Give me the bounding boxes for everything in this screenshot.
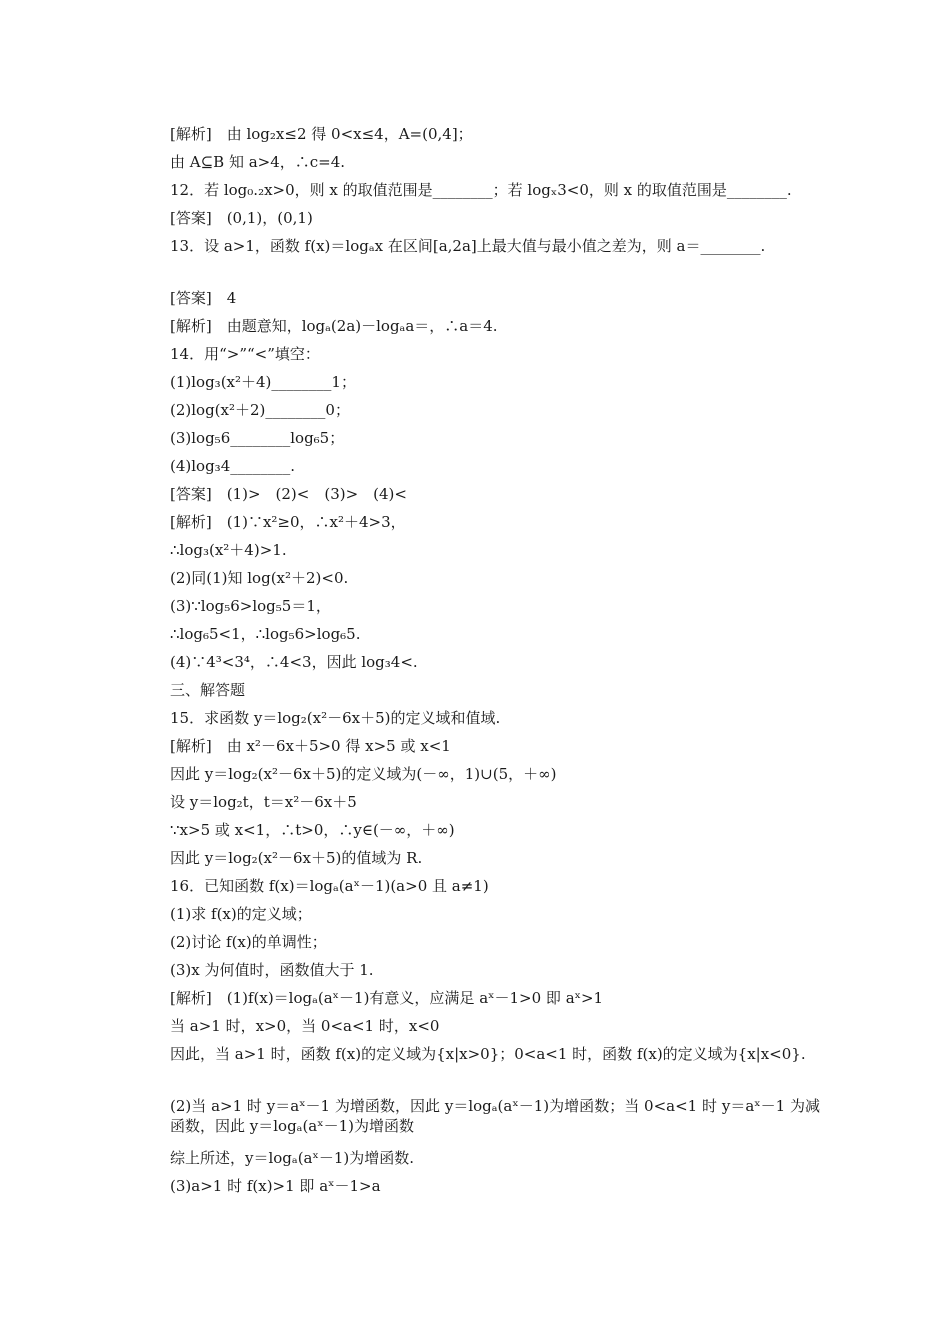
text-line: [答案] 4 xyxy=(170,289,237,307)
text-line: ∴log₆5<1，∴log₅6>log₆5. xyxy=(170,625,361,643)
text-line: 由 A⊆B 知 a>4，∴c=4. xyxy=(170,153,346,171)
text-line: ∵x>5 或 x<1，∴t>0，∴y∈(－∞，＋∞) xyxy=(170,821,455,839)
text-line: (4)∵4³<3⁴，∴4<3，因此 log₃4<. xyxy=(170,653,418,671)
text-line: (4)log₃4________. xyxy=(170,457,296,475)
text-line: [答案] (1)> (2)< (3)> (4)< xyxy=(170,485,407,503)
text-line: 12．若 log₀.₂x>0，则 x 的取值范围是________；若 logₓ3<0，则 x 的取值范围是________. xyxy=(170,181,792,199)
text-line: (3)x 为何值时，函数值大于 1. xyxy=(170,961,374,979)
text-line: (2)同(1)知 log(x²＋2)<0. xyxy=(170,569,349,587)
text-line: [解析] (1)f(x)＝logₐ(aˣ－1)有意义，应满足 aˣ－1>0 即 aˣ>1 xyxy=(170,989,604,1007)
text-line: (1)log₃(x²＋4)________1； xyxy=(170,373,356,391)
text-line: (2)当 a>1 时 y＝aˣ－1 为增函数，因此 y＝logₐ(aˣ－1)为增函数；当 0<a<1 时 y＝aˣ－1 为减函数，因此 y＝logₐ(aˣ－1)为增函数 xyxy=(170,1097,820,1135)
section-heading: 三、解答题 xyxy=(170,681,246,699)
text-line: ∴log₃(x²＋4)>1. xyxy=(170,541,287,559)
text-line: (3)a>1 时 f(x)>1 即 aˣ－1>a xyxy=(170,1177,381,1195)
text-line: 设 y＝log₂t，t＝x²－6x＋5 xyxy=(170,793,357,811)
text-line: [答案] (0,1)，(0,1) xyxy=(170,209,313,227)
text-line: [解析] 由 x²－6x＋5>0 得 x>5 或 x<1 xyxy=(170,737,451,755)
text-line: 因此 y＝log₂(x²－6x＋5)的定义域为(－∞，1)∪(5，＋∞) xyxy=(170,765,557,783)
text-line: 13．设 a>1，函数 f(x)＝logₐx 在区间[a,2a]上最大值与最小值之差为，则 a＝________. xyxy=(170,237,766,255)
text-line: 14．用“>”“<”填空： xyxy=(170,345,320,363)
text-line: [解析] 由 log₂x≤2 得 0<x≤4，A=(0,4]； xyxy=(170,125,473,143)
text-line: (3)log₅6________log₆5； xyxy=(170,429,345,447)
text-line: (3)∵log₅6>log₅5＝1， xyxy=(170,597,331,615)
text-line: 综上所述，y＝logₐ(aˣ－1)为增函数. xyxy=(170,1149,415,1167)
text-line: 16．已知函数 f(x)＝logₐ(aˣ－1)(a>0 且 a≠1) xyxy=(170,877,489,895)
text-line: (2)讨论 f(x)的单调性； xyxy=(170,933,327,951)
text-line: 因此，当 a>1 时，函数 f(x)的定义域为{x|x>0}；0<a<1 时，函数 f(x)的定义域为{x|x<0}. xyxy=(170,1045,806,1063)
text-line: 15．求函数 y＝log₂(x²－6x＋5)的定义域和值域. xyxy=(170,709,501,727)
text-line: (1)求 f(x)的定义域； xyxy=(170,905,312,923)
text-line: (2)log(x²＋2)________0； xyxy=(170,401,350,419)
text-line: [解析] 由题意知，logₐ(2a)－logₐa＝，∴a＝4. xyxy=(170,317,498,335)
text-line: 因此 y＝log₂(x²－6x＋5)的值域为 R. xyxy=(170,849,423,867)
text-line: [解析] (1)∵x²≥0，∴x²＋4>3， xyxy=(170,513,406,531)
text-line: 当 a>1 时，x>0，当 0<a<1 时，x<0 xyxy=(170,1017,440,1035)
